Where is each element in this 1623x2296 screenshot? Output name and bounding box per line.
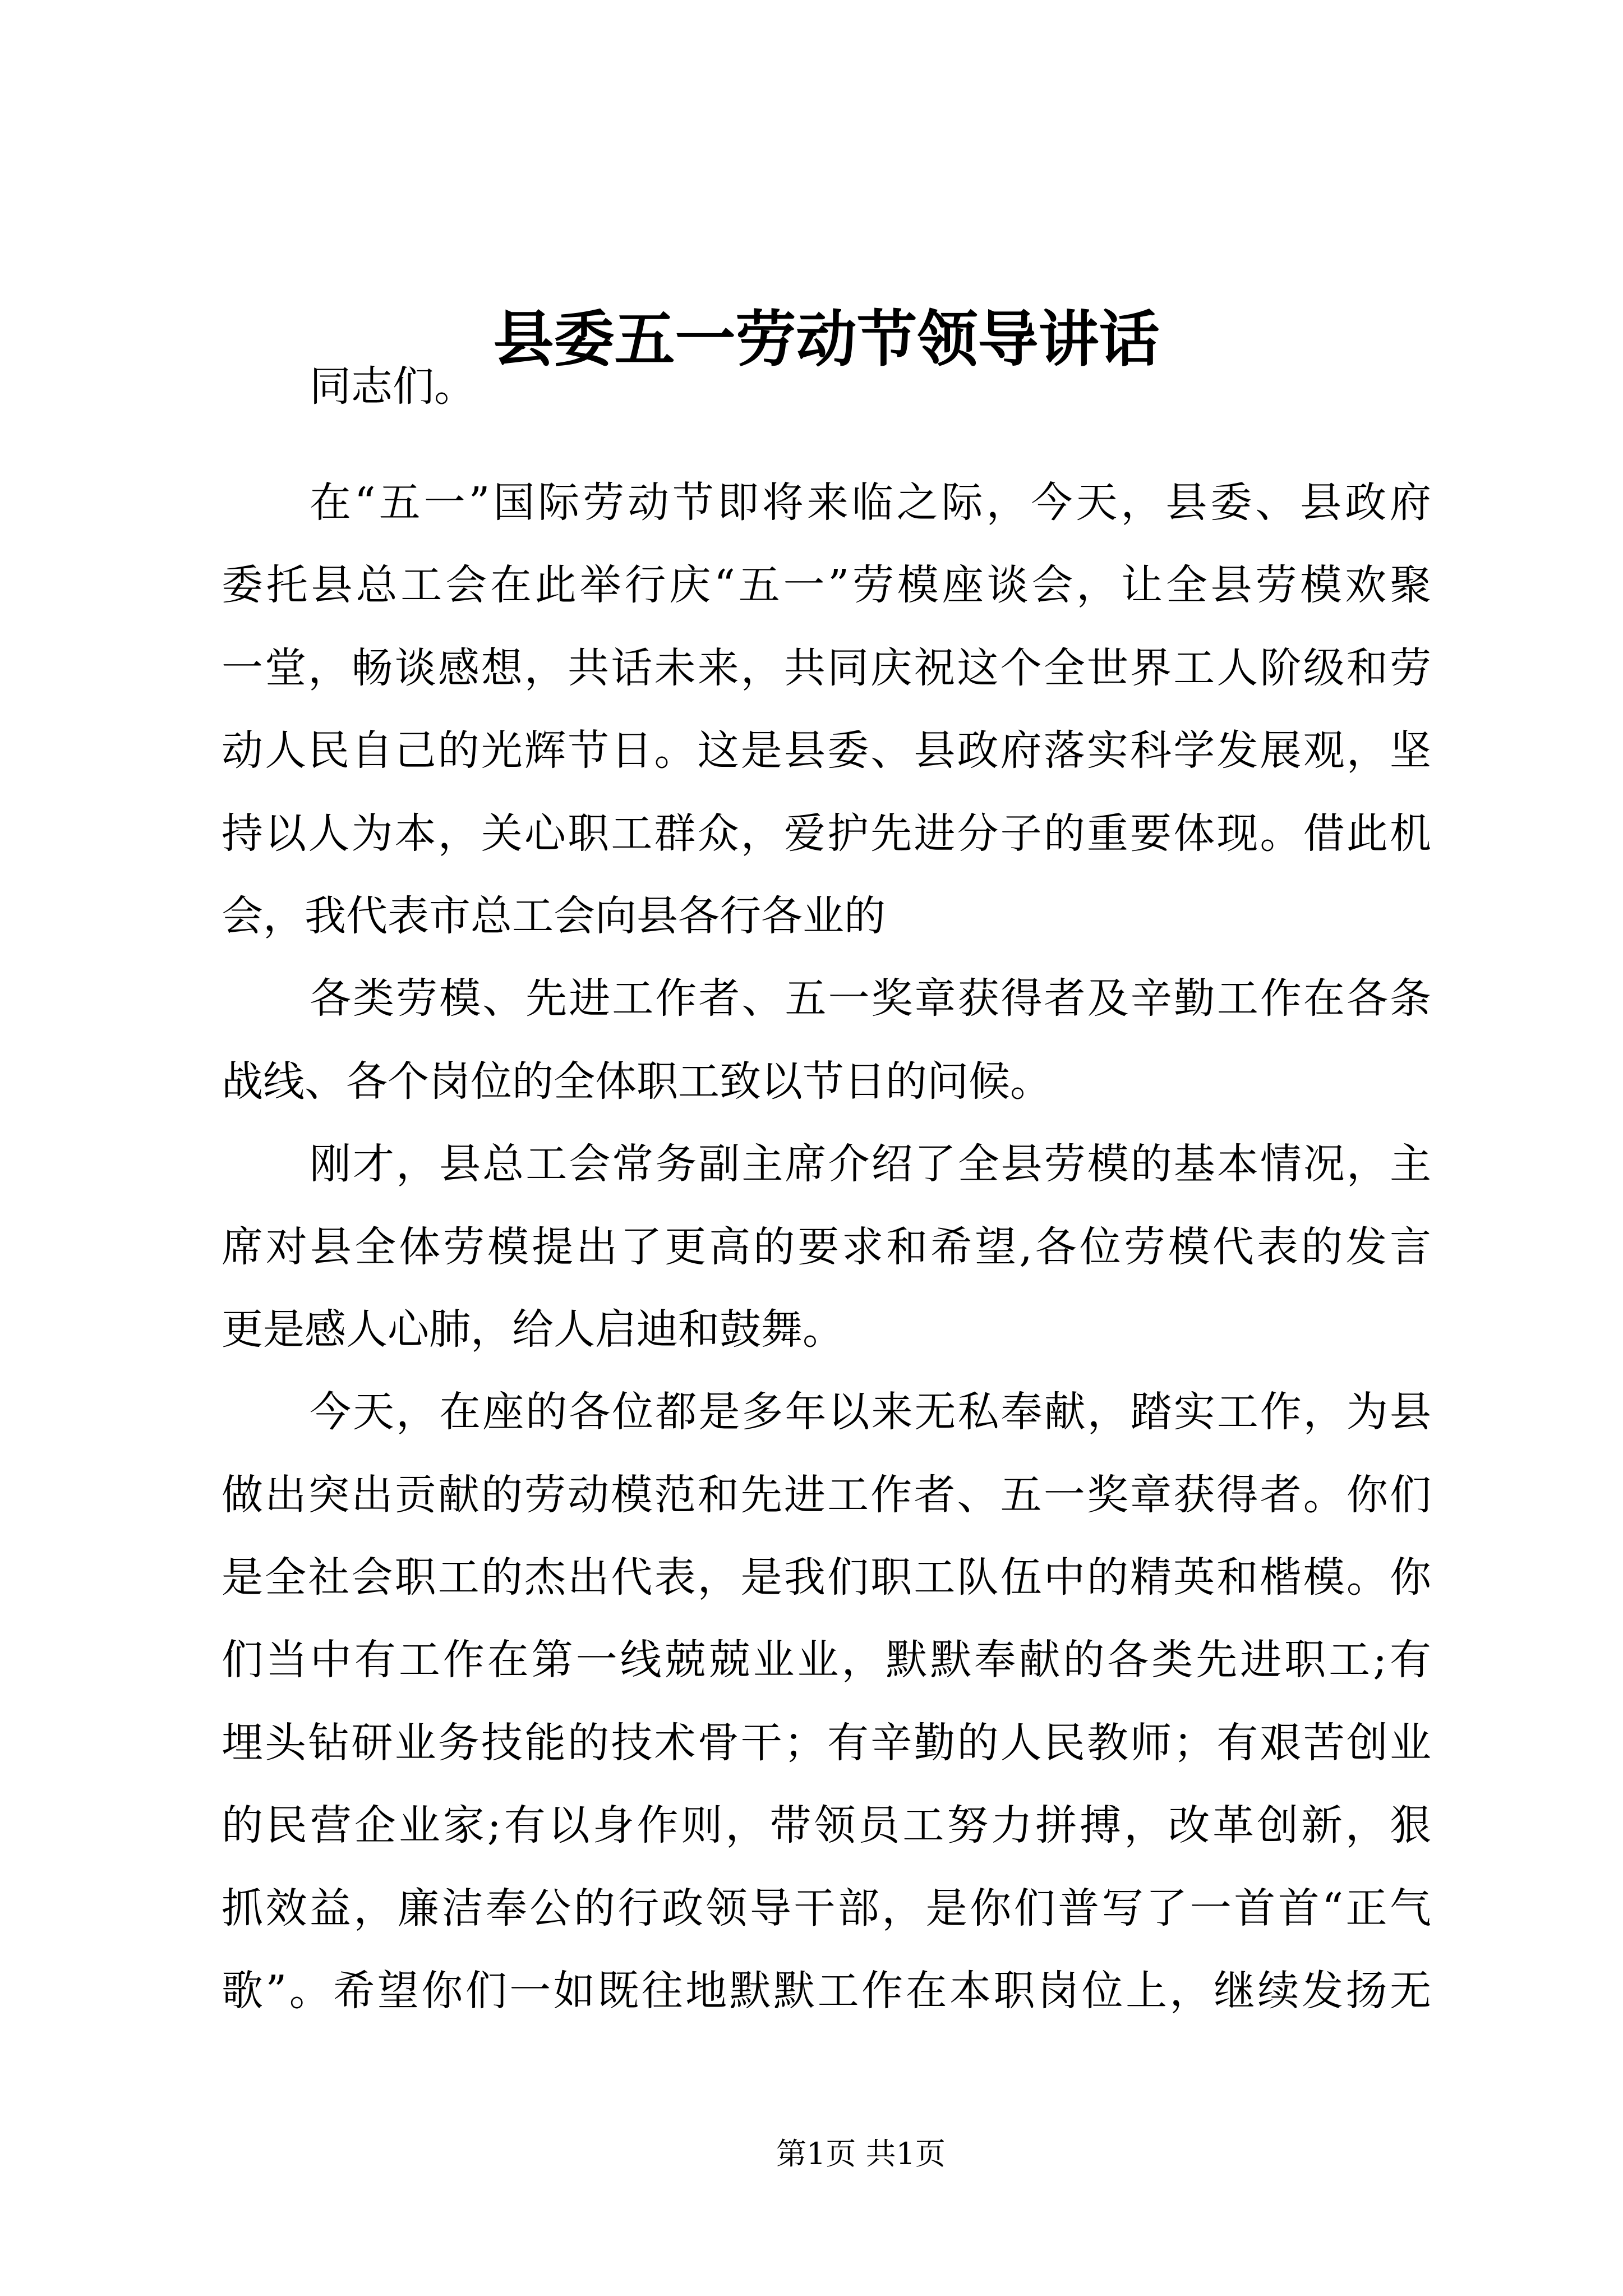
paragraph-line: 歌”。希望你们一如既往地默默工作在本职岗位上，继续发扬无 (222, 1967, 1431, 2016)
paragraph-line: 的民营企业家;有以身作则，带领员工努力拼搏，改革创新，狠 (222, 1801, 1431, 1850)
paragraph-line: 在“五一”国际劳动节即将来临之际，今天，县委、县政府 (310, 478, 1431, 527)
paragraph-line: 会，我代表市总工会向县各行各业的 (222, 891, 886, 940)
paragraph-line: 持以人为本，关心职工群众，爱护先进分子的重要体现。借此机 (222, 809, 1431, 858)
page-number-footer: 第1页 共1页 (776, 2136, 946, 2171)
paragraph-line: 动人民自己的光辉节日。这是县委、县政府落实科学发展观，坚 (222, 726, 1431, 775)
paragraph-line: 更是感人心肺，给人启迪和鼓舞。 (222, 1305, 844, 1354)
greeting-line: 同志们。 (310, 362, 476, 411)
paragraph-line: 抓效益，廉洁奉公的行政领导干部，是你们普写了一首首“正气 (222, 1884, 1431, 1932)
paragraph-line: 今天，在座的各位都是多年以来无私奉献，踏实工作，为县 (310, 1388, 1431, 1437)
paragraph (222, 958, 1431, 1123)
paragraph (222, 1371, 1431, 2032)
document-body (222, 462, 1431, 2032)
paragraph-line: 各类劳模、先进工作者、五一奖章获得者及辛勤工作在各条 (310, 974, 1431, 1023)
paragraph-line: 刚才，县总工会常务副主席介绍了全县劳模的基本情况，主 (310, 1140, 1431, 1189)
paragraph-line: 一堂，畅谈感想，共话未来，共同庆祝这个全世界工人阶级和劳 (222, 643, 1431, 692)
paragraph-line: 们当中有工作在第一线兢兢业业，默默奉献的各类先进职工;有 (222, 1636, 1431, 1685)
paragraph-line: 埋头钻研业务技能的技术骨干；有辛勤的人民教师；有艰苦创业 (222, 1718, 1431, 1767)
paragraph (222, 1123, 1431, 1371)
paragraph (222, 462, 1431, 958)
paragraph-line: 战线、各个岗位的全体职工致以节日的问候。 (222, 1057, 1052, 1106)
document-title: 县委五一劳动节领导讲话 (493, 304, 1160, 375)
paragraph-line: 委托县总工会在此举行庆“五一”劳模座谈会，让全县劳模欢聚 (222, 561, 1431, 610)
paragraph-line: 是全社会职工的杰出代表，是我们职工队伍中的精英和楷模。你 (222, 1553, 1431, 1602)
paragraph-line: 席对县全体劳模提出了更高的要求和希望,各位劳模代表的发言 (222, 1222, 1431, 1271)
paragraph-line: 做出突出贡献的劳动模范和先进工作者、五一奖章获得者。你们 (222, 1470, 1431, 1519)
